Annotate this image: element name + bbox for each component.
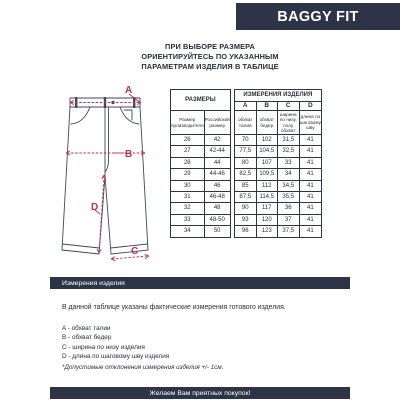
hem-width-cell: 35,5	[277, 191, 299, 202]
fly-stitch	[105, 107, 109, 172]
maker-size-cell: 32	[171, 203, 205, 214]
hips-cell: 123	[256, 226, 277, 237]
measurements-legend	[62, 324, 169, 361]
maker-size-cell: 30	[171, 180, 205, 191]
russian-size-header: Российский размер	[204, 111, 230, 135]
table-row	[171, 169, 322, 180]
col-letter-a: A	[234, 102, 256, 111]
russian-size-cell: 46	[204, 180, 230, 191]
inseam-cell: 41	[299, 157, 321, 168]
table-row	[171, 180, 322, 191]
hem-width-cell: 37	[277, 214, 299, 225]
table-row	[171, 203, 322, 214]
intro-line: ОРИЕНТИРУЙТЕСЬ ПО УКАЗАННЫМ	[141, 52, 279, 61]
intro-line: ПРИ ВЫБОРЕ РАЗМЕРА	[165, 42, 255, 51]
table-row	[171, 135, 322, 146]
hips-cell: 112	[256, 180, 277, 191]
col-letter-c: C	[277, 102, 299, 111]
label-c: C	[131, 246, 139, 257]
hem-width-cell: 33	[277, 157, 299, 168]
russian-size-cell: 50	[204, 226, 230, 237]
shorts-diagram	[52, 80, 164, 266]
table-row	[171, 214, 322, 225]
hem-width-cell: 34,5	[277, 180, 299, 191]
maker-size-cell: 26	[171, 135, 205, 146]
maker-size-cell: 31	[171, 191, 205, 202]
maker-size-cell: 27	[171, 146, 205, 157]
russian-size-cell: 42-44	[204, 146, 230, 157]
waist-cell: 85	[234, 180, 256, 191]
hem-stitch-right	[111, 244, 148, 248]
col-letter-d: D	[299, 102, 321, 111]
inseam-cell: 41	[299, 146, 321, 157]
inseam-cell: 41	[299, 180, 321, 191]
hips-cell: 114,5	[256, 191, 277, 202]
measure-c-line	[112, 256, 148, 259]
maker-size-cell: 28	[171, 157, 205, 168]
waist-cell: 77,5	[234, 146, 256, 157]
inseam-cell: 41	[299, 191, 321, 202]
maker-size-header: Размер производителя	[171, 111, 205, 135]
hips-cell: 107	[256, 157, 277, 168]
waist-cell: 87,5	[234, 191, 256, 202]
hem-width-header: ширина по низу, полу обхват	[277, 111, 299, 135]
measurements-description: В данной таблице указаны фактические измерения готового изделия.	[62, 304, 286, 311]
waist-cell: 90	[234, 203, 256, 214]
russian-size-cell: 46-48	[204, 191, 230, 202]
russian-size-cell: 48	[204, 203, 230, 214]
brand-title: BAGGY FIT	[277, 8, 359, 25]
legend-item: C - ширина по низу изделия	[62, 343, 145, 351]
hips-cell: 104,5	[256, 146, 277, 157]
inseam-cell: 41	[299, 169, 321, 180]
hem-width-cell: 31,5	[277, 135, 299, 146]
maker-size-cell: 29	[171, 169, 205, 180]
inseam-cell: 41	[299, 135, 321, 146]
hips-cell: 120	[256, 214, 277, 225]
label-d: D	[91, 202, 99, 213]
waist-cell: 70	[234, 135, 256, 146]
label-a: A	[125, 85, 133, 96]
maker-size-cell: 34	[171, 226, 205, 237]
hem-width-cell: 34	[277, 169, 299, 180]
sizes-header: РАЗМЕРЫ	[171, 90, 231, 111]
russian-size-cell: 42	[204, 135, 230, 146]
footer-text: Желаем Вам приятных покупок!	[149, 389, 251, 397]
brand-banner	[236, 3, 400, 30]
hem-width-cell: 32,5	[277, 146, 299, 157]
waist-cell: 96	[234, 226, 256, 237]
table-row	[171, 191, 322, 202]
label-b: B	[125, 149, 133, 160]
tolerance-note: *Допустимые отклонения измерения изделия +/- 1см.	[62, 364, 224, 371]
inseam-cell: 41	[299, 203, 321, 214]
waist-cell: 80	[234, 157, 256, 168]
legend-item: B - обхват бедер	[62, 334, 112, 342]
hips-header: обхват бедер	[256, 111, 277, 135]
russian-size-cell: 48-50	[204, 214, 230, 225]
intro-line: ПАРАМЕТРАМ ИЗДЕЛИЯ В ТАБЛИЦЕ	[141, 62, 279, 71]
russian-size-cell: 44-46	[204, 169, 230, 180]
waist-cell: 82,5	[234, 169, 256, 180]
inseam-header: длина по шаговому шву	[299, 111, 321, 135]
table-row	[171, 146, 322, 157]
col-letter-b: B	[256, 102, 277, 111]
front-pocket-left	[71, 107, 90, 124]
legend-item: A - обхват талии	[62, 325, 111, 332]
inseam-cell: 41	[299, 226, 321, 237]
hips-cell: 102	[256, 135, 277, 146]
hem-width-cell: 37,5	[277, 226, 299, 237]
coin-pocket	[124, 110, 132, 120]
legend-item: D - длина по шаговому шву изделия	[62, 352, 170, 360]
footer-banner	[50, 387, 350, 399]
hem-stitch-left	[62, 244, 99, 248]
russian-size-cell: 44	[204, 157, 230, 168]
measures-header: ИЗМЕРЕНИЯ ИЗДЕЛИЯ	[234, 90, 321, 102]
waist-header: обхват талии	[234, 111, 256, 135]
hem-width-cell: 36	[277, 203, 299, 214]
intro-text	[105, 42, 315, 72]
waist-cell: 93	[234, 214, 256, 225]
size-table	[170, 89, 322, 238]
table-row	[171, 157, 322, 168]
maker-size-cell: 33	[171, 214, 205, 225]
hips-cell: 109,5	[256, 169, 277, 180]
inseam-cell: 41	[299, 214, 321, 225]
table-row	[171, 226, 322, 237]
hips-cell: 117	[256, 203, 277, 214]
measurements-title: Измерения изделия	[62, 279, 125, 287]
